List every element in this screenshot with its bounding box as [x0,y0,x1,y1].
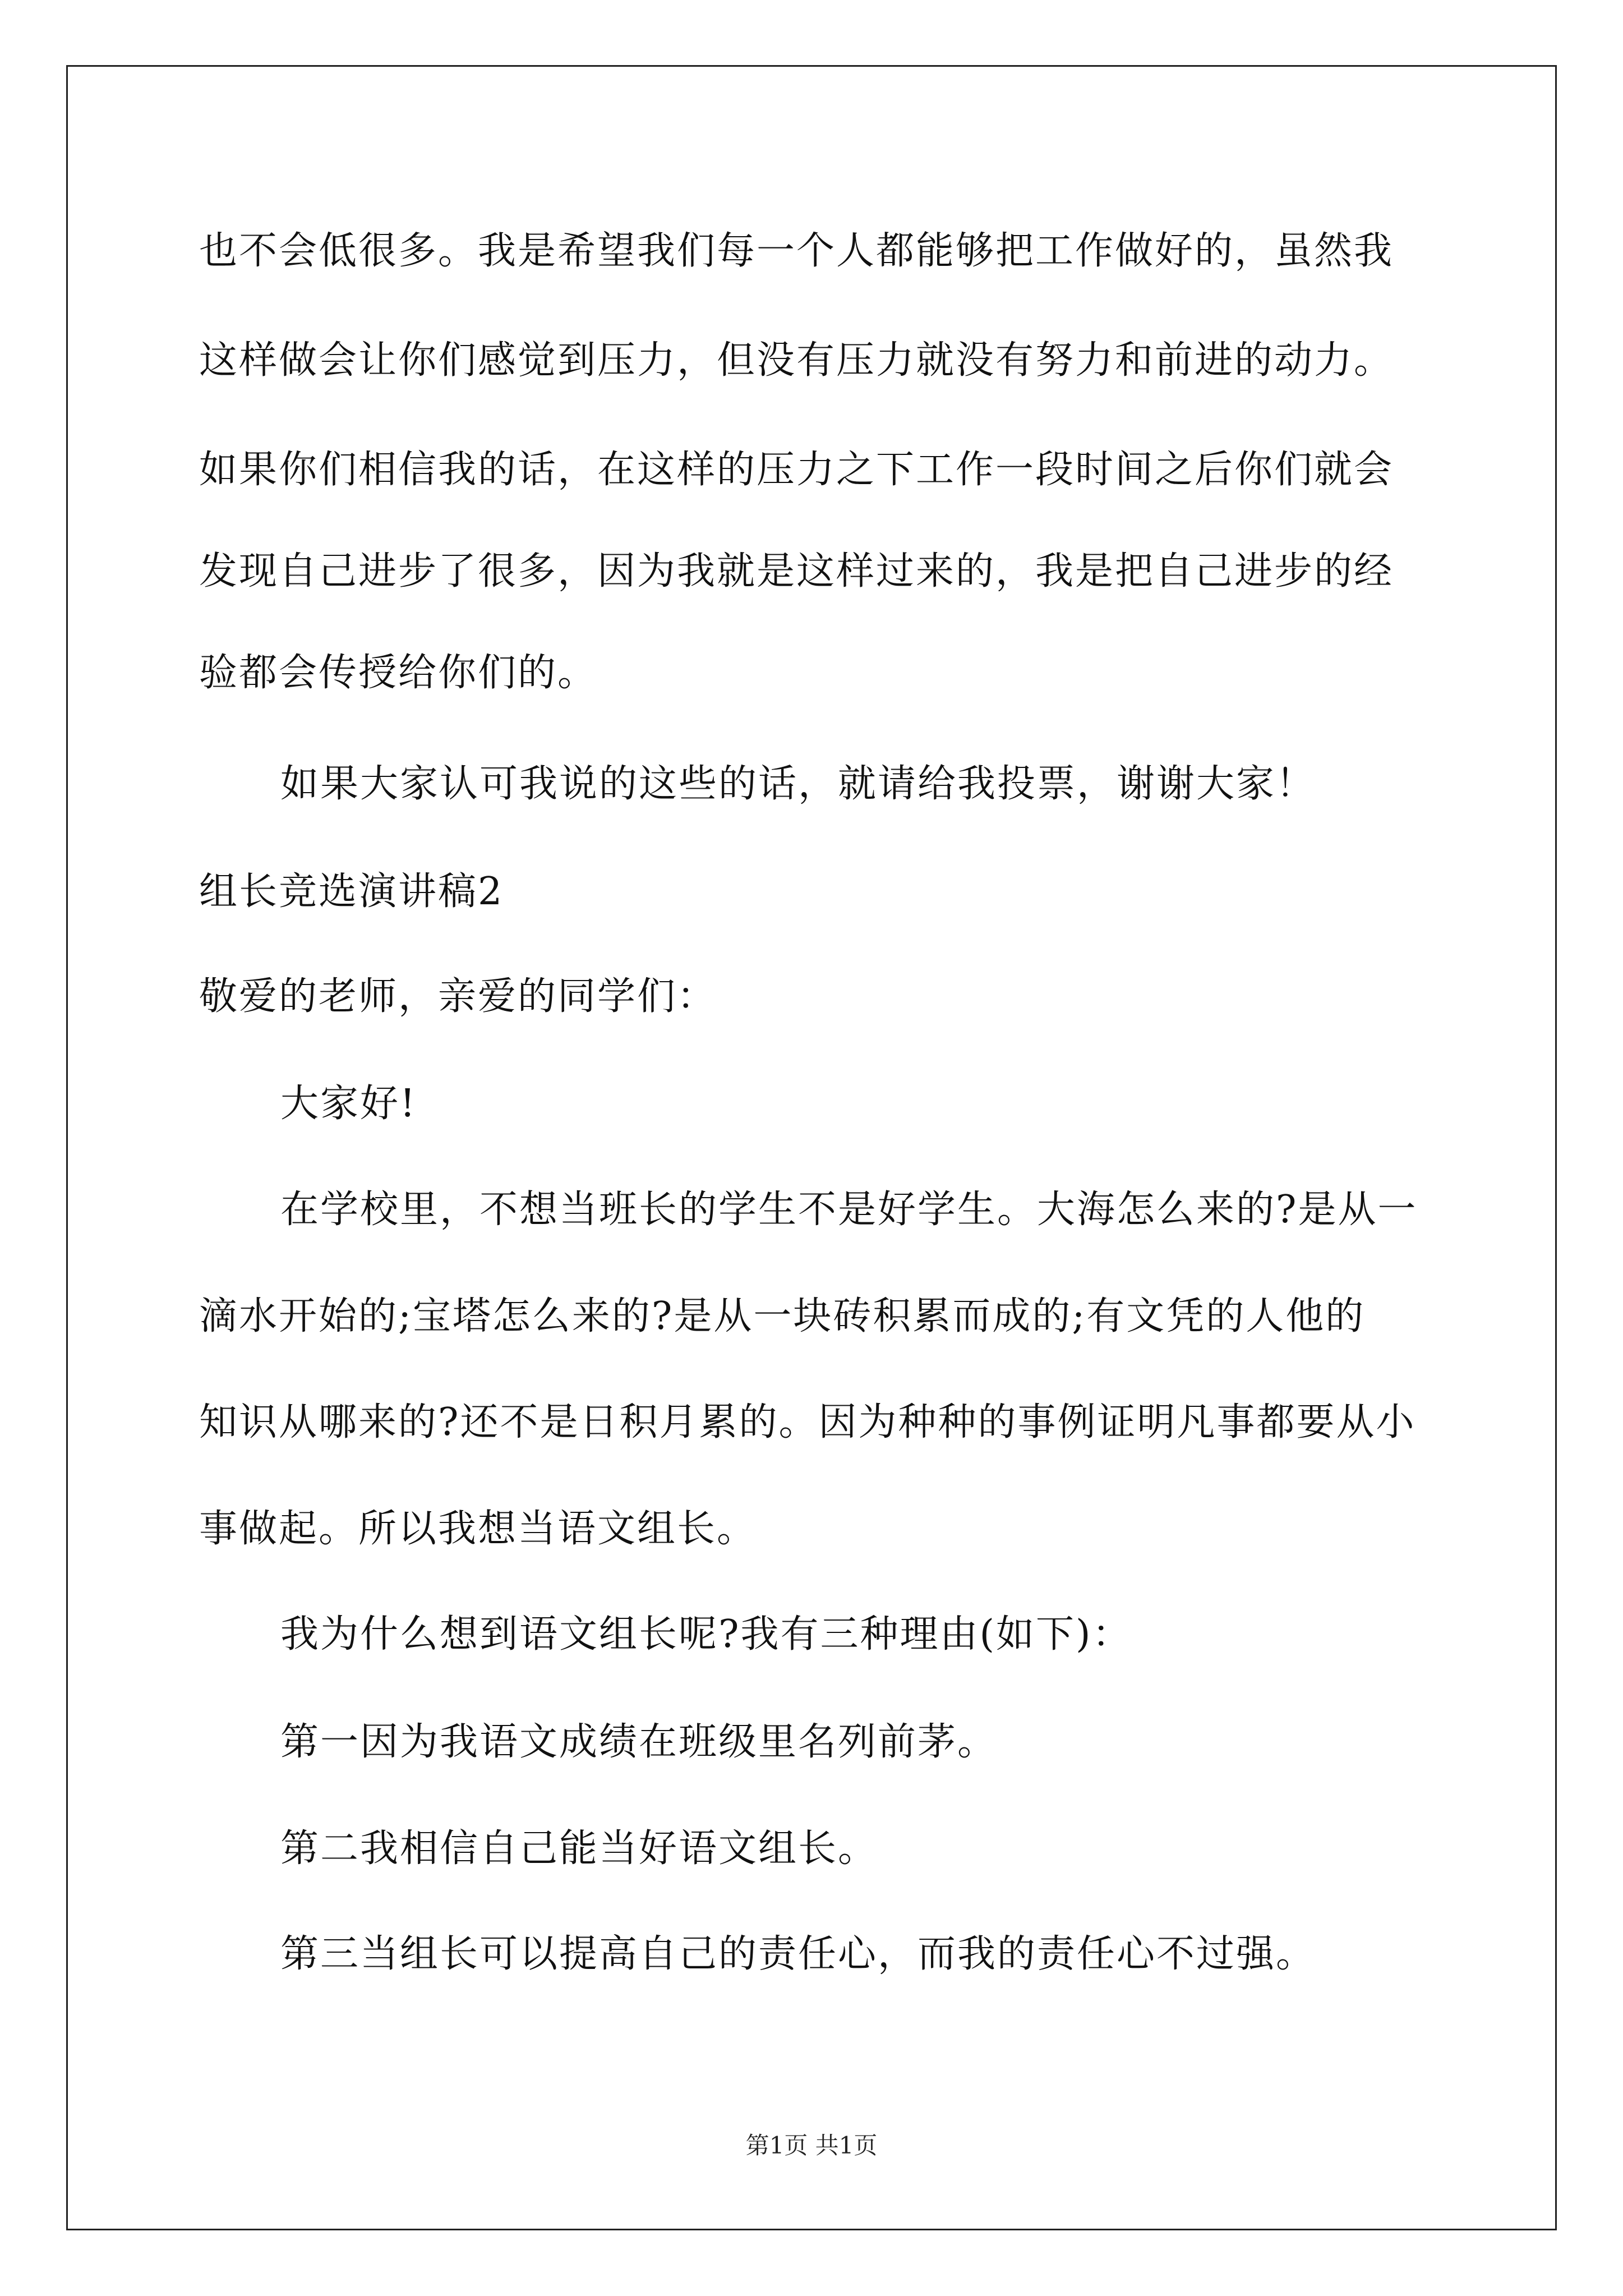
list-item: 第二我相信自己能当好语文组长。 [280,1826,878,1871]
paragraph-line: 这样做会让你们感觉到压力，但没有压力就没有努力和前进的动力。 [199,338,1394,383]
paragraph-line: 也不会低很多。我是希望我们每一个人都能够把工作做好的，虽然我 [199,229,1394,273]
page-frame [66,65,1557,2230]
list-item: 第三当组长可以提高自己的责任心，而我的责任心不过强。 [280,1932,1316,1976]
page-number-footer: 第1页 共1页 [745,2132,878,2159]
greeting: 大家好! [280,1082,417,1126]
paragraph-line: 事做起。所以我想当语文组长。 [199,1507,757,1551]
paragraph-line: 滴水开始的;宝塔怎么来的?是从一块砖积累而成的;有文凭的人他的 [199,1294,1366,1338]
paragraph-line: 发现自己进步了很多，因为我就是这样过来的，我是把自己进步的经 [199,549,1394,593]
paragraph-line: 验都会传授给你们的。 [199,651,598,695]
salutation: 敬爱的老师，亲爱的同学们： [199,974,717,1019]
section-heading: 组长竞选演讲稿2 [199,869,504,914]
paragraph-line: 如果大家认可我说的这些的话，就请给我投票，谢谢大家！ [280,762,1316,806]
paragraph-line: 知识从哪来的?还不是日积月累的。因为种种的事例证明凡事都要从小 [199,1400,1416,1444]
paragraph-line: 我为什么想到语文组长呢?我有三种理由(如下)： [280,1612,1132,1657]
paragraph-line: 如果你们相信我的话，在这样的压力之下工作一段时间之后你们就会 [199,448,1394,492]
list-item: 第一因为我语文成绩在班级里名列前茅。 [280,1720,998,1764]
paragraph-line: 在学校里，不想当班长的学生不是好学生。大海怎么来的?是从一 [280,1188,1418,1232]
